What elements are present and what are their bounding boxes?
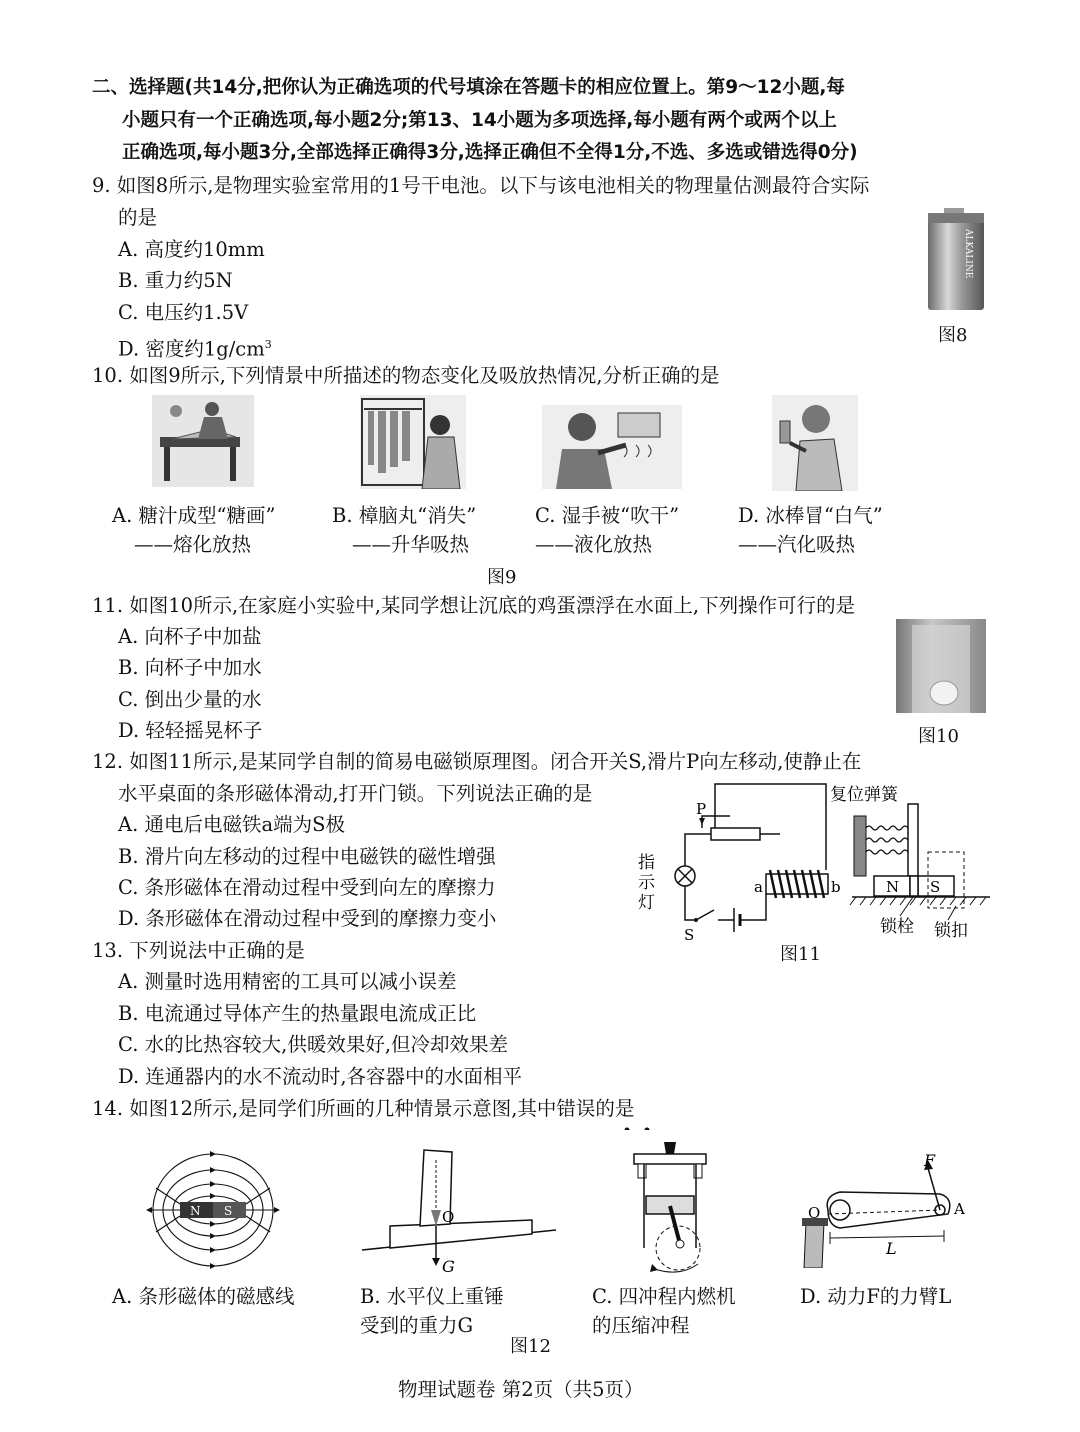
fulcrum-o-label: O (808, 1204, 821, 1222)
q12-option-d: D. 条形磁体在滑动过程中受到的摩擦力变小 (118, 907, 497, 930)
q10-option-b-detail: ——升华吸热 (352, 533, 470, 556)
lever-force-arm-diagram (800, 1148, 980, 1268)
section-heading: 二、选择题(共14分,把你认为正确选项的代号填涂在答题卡的相应位置上。第9～12小题,每 (92, 77, 845, 98)
battery-figure (926, 207, 986, 311)
engine-compression-stroke-diagram (628, 1138, 712, 1278)
battery-brand-text: ALKALINE (963, 229, 973, 279)
q10-option-a: A. 糖汁成型“糖画” (112, 504, 276, 527)
pivot-o-label: O (442, 1208, 455, 1226)
egg-in-glass-photo (896, 619, 986, 713)
hand-dryer-illustration (542, 405, 682, 489)
q12-option-c: C. 条形磁体在滑动过程中受到向左的摩擦力 (118, 876, 496, 899)
q11-option-d: D. 轻轻摇晃杯子 (118, 719, 263, 742)
q10-option-c: C. 湿手被“吹干” (535, 504, 680, 527)
q9-stem: 9. 如图8所示,是物理实验室常用的1号干电池。以下与该电池相关的物理量估测最符合实际 (92, 174, 870, 197)
figure-12-caption: 图12 (510, 1336, 551, 1357)
q9-option-b: B. 重力约5N (118, 269, 233, 292)
lock-bolt (908, 804, 918, 876)
camphor-closet-illustration (360, 395, 466, 489)
reset-spring-label: 复位弹簧 (830, 785, 898, 805)
q13-option-d: D. 连通器内的水不流动时,各容器中的水面相平 (118, 1065, 523, 1088)
q11-stem: 11. 如图10所示,在家庭小实验中,某同学想让沉底的鸡蛋漂浮在水面上,下列操作可行的是 (92, 594, 856, 617)
q9-option-d: D. 密度约$1g/cm^3$ (118, 337, 272, 361)
slider-p-label: P (696, 800, 707, 818)
page-footer: 物理试题卷 第2页（共5页） (398, 1378, 644, 1401)
q12-option-b: B. 滑片向左移动的过程中电磁铁的磁性增强 (118, 845, 496, 868)
q14-option-c-cont: 的压缩冲程 (592, 1314, 690, 1337)
switch-s-label: S (684, 926, 695, 944)
q13-option-b: B. 电流通过导体产生的热量跟电流成正比 (118, 1002, 477, 1025)
q10-stem: 10. 如图9所示,下列情景中所描述的物态变化及吸放热情况,分析正确的是 (92, 364, 720, 387)
q12-stem: 12. 如图11所示,是某同学自制的简易电磁锁原理图。闭合开关S,滑片P向左移动,使静止在 (92, 750, 862, 773)
q13-stem: 13. 下列说法中正确的是 (92, 939, 305, 962)
lock-catch-label: 锁扣 (934, 921, 968, 941)
arm-l-label: L (886, 1239, 897, 1258)
q10-option-b: B. 樟脑丸“消失” (332, 504, 477, 527)
force-f-label: F (924, 1151, 936, 1170)
magnet-s-label: S (930, 878, 941, 896)
lamp-label-2: 示 (638, 873, 655, 893)
lock-bolt-label: 锁栓 (880, 917, 914, 937)
magnet-s-pole: S (224, 1204, 233, 1218)
magnet-n-pole: N (190, 1204, 201, 1218)
q14-stem: 14. 如图12所示,是同学们所画的几种情景示意图,其中错误的是 (92, 1097, 635, 1120)
q14-option-c: C. 四冲程内燃机 (592, 1285, 736, 1308)
electromagnetic-lock-diagram (630, 780, 1000, 945)
q9-option-c: C. 电压约1.5V (118, 301, 249, 324)
q11-option-a: A. 向杯子中加盐 (118, 625, 262, 648)
point-a-label: A (954, 1200, 965, 1218)
q10-option-d: D. 冰棒冒“白气” (738, 504, 883, 527)
q13-option-c: C. 水的比热容较大,供暖效果好,但冷却效果差 (118, 1033, 509, 1056)
q13-option-a: A. 测量时选用精密的工具可以减小误差 (118, 970, 457, 993)
core-end-a-label: a (754, 878, 763, 896)
q9-option-a: A. 高度约10mm (118, 238, 265, 261)
lamp-label-3: 灯 (638, 893, 655, 913)
ice-pop-illustration (772, 395, 858, 491)
section-instructions-3: 正确选项,每小题3分,全部选择正确得3分,选择正确但不全得1分,不选、多选或错选得0分) (122, 142, 858, 163)
q9-stem-cont: 的是 (118, 206, 158, 229)
q12-stem-cont: 水平桌面的条形磁体滑动,打开门锁。下列说法正确的是 (118, 782, 593, 805)
q11-option-c: C. 倒出少量的水 (118, 688, 262, 711)
rheostat (711, 828, 760, 840)
q14-option-b-cont: 受到的重力G (360, 1314, 474, 1337)
section-instructions-2: 小题只有一个正确选项,每小题2分;第13、14小题为多项选择,每小题有两个或两个以上 (122, 110, 837, 131)
gravity-g-label: G (442, 1257, 455, 1276)
q14-option-d: D. 动力F的力臂L (800, 1285, 952, 1308)
bar-magnet-field-lines-diagram (146, 1146, 280, 1274)
magnet-n-label: N (886, 878, 900, 896)
q10-option-c-detail: ——液化放热 (535, 533, 653, 556)
core-end-b-label: b (831, 878, 841, 896)
level-plumb-bob-diagram (360, 1146, 560, 1276)
q11-option-b: B. 向杯子中加水 (118, 656, 262, 679)
q12-option-a: A. 通电后电磁铁a端为S极 (118, 813, 345, 836)
q14-option-a: A. 条形磁体的磁感线 (112, 1285, 295, 1308)
figure-10-caption: 图10 (918, 726, 959, 747)
figure-9-caption: 图9 (487, 567, 517, 588)
emphasis-dots (620, 1120, 660, 1130)
figure-11-caption: 图11 (780, 944, 821, 965)
q14-option-b: B. 水平仪上重锤 (360, 1285, 504, 1308)
q10-option-a-detail: ——熔化放热 (134, 533, 252, 556)
figure-8-caption: 图8 (938, 325, 968, 346)
lamp-label-1: 指 (638, 853, 655, 873)
sugar-painting-illustration (152, 395, 254, 487)
q10-option-d-detail: ——汽化吸热 (738, 533, 856, 556)
